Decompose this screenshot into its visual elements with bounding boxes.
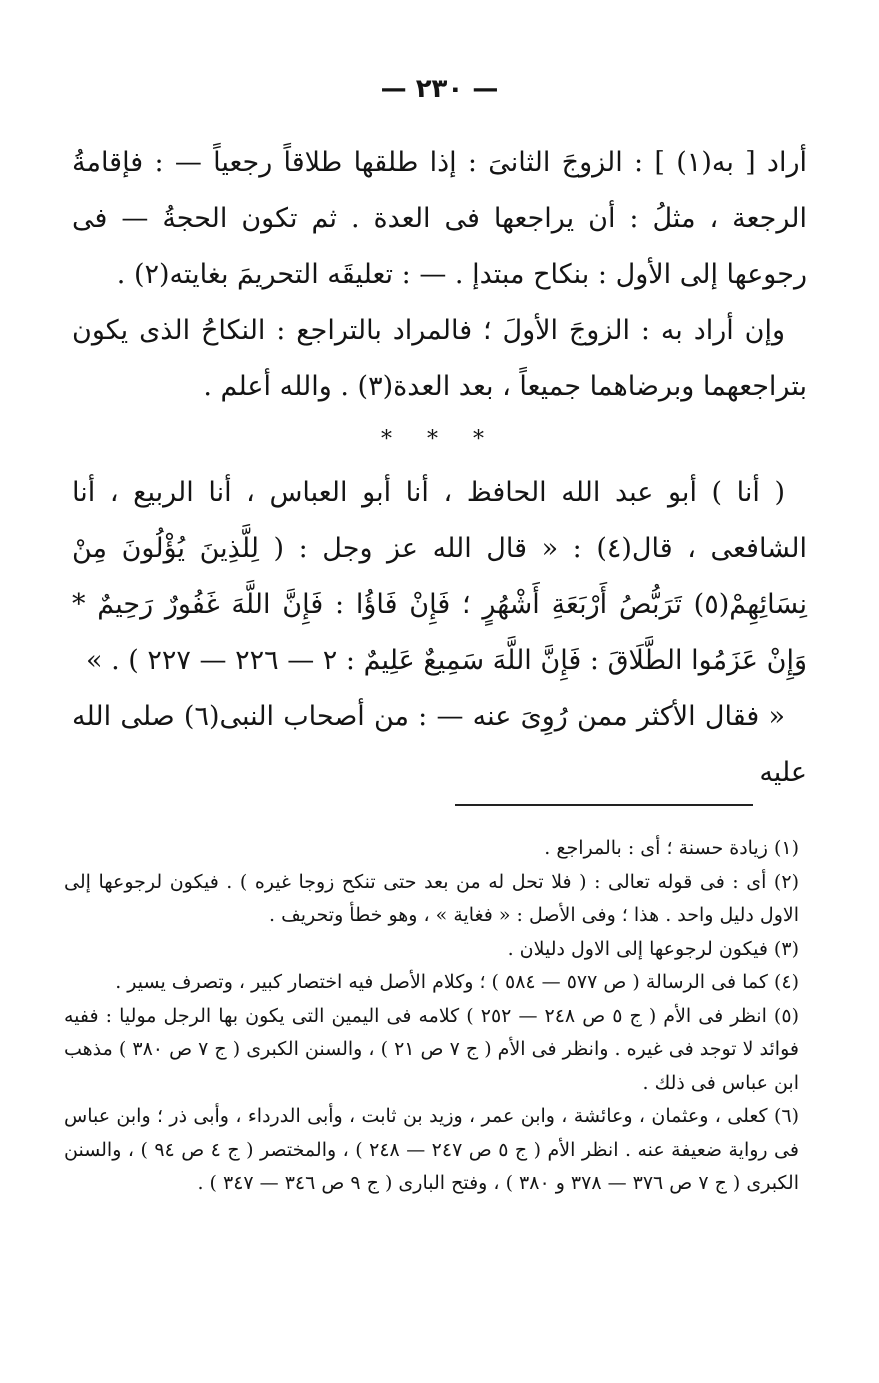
footnote: (٤) كما فى الرسالة ( ص ٥٧٧ — ٥٨٤ ) ؛ وكلام الأصل فيه اختصار كبير ، وتصرف يسير . <box>115 971 799 993</box>
footnote: (٥) انظر فى الأم ( ج ٥ ص ٢٤٨ — ٢٥٢ ) كلامه فى اليمين التى يكون بها الرجل موليا : ففيه فوائد لا توجد فى غيره . وانظر فى الأم ( ج ٧ ص ٢١ ) ، والسنن الكبرى ( ج ٧ ص ٣٨٠ ) مذهب ابن عباس فى ذلك . <box>64 1004 799 1094</box>
paragraph: « فقال الأكثر ممن رُوِىَ عنه — : من أصحاب النبى(٦) صلى الله عليه <box>72 701 807 788</box>
paragraph: وإن أراد به : الزوجَ الأولَ ؛ فالمراد بالتراجع : النكاحُ الذى يكون بتراجعهما وبرضاهما جميعاً ، بعد العدة(٣) . والله أعلم . <box>72 315 807 402</box>
section-separator: * * * <box>381 427 498 452</box>
footnote-divider <box>455 804 753 806</box>
page-number: — ٢٣٠ — <box>380 74 499 104</box>
footnote: (٢) أى : فى قوله تعالى : ( فلا تحل له من بعد حتى تنكح زوجا غيره ) . فيكون لرجوعها إلى الاول دليل واحد . هذا ؛ وفى الأصل : « فغاية » ، وهو خطأ وتحريف . <box>64 870 799 926</box>
paragraph: أراد [ به(١) ] : الزوجَ الثانىَ : إذا طلقها طلاقاً رجعياً — : فإقامةُ الرجعة ، مثلُ : أن يراجعها فى العدة . ثم تكون الحجةُ — فى رجوعها إلى الأول : بنكاح مبتدإ . — : تعليقَه التحريمَ بغايته(٢) . <box>72 147 807 290</box>
footnote: (٦) كعلى ، وعثمان ، وعائشة ، وابن عمر ، وزيد بن ثابت ، وأبى الدرداء ، وأبى ذر ؛ وابن عباس فى رواية ضعيفة عنه . انظر الأم ( ج ٥ ص ٢٤٧ — ٢٤٨ ) ، والمختصر ( ج ٤ ص ٩٤ ) ، والسنن الكبرى ( ج ٧ ص ٣٧٦ — ٣٧٨ و ٣٨٠ ) ، وفتح البارى ( ج ٩ ص ٣٤٦ — ٣٤٧ ) . <box>64 1105 799 1194</box>
footnotes <box>64 832 799 1201</box>
footnote: (٣) فيكون لرجوعها إلى الاول دليلان . <box>507 937 799 960</box>
footnote: (١) زيادة حسنة ؛ أى : بالمراجع . <box>544 837 799 859</box>
main-text <box>72 135 807 801</box>
paragraph: ( أنا ) أبو عبد الله الحافظ ، أنا أبو العباس ، أنا الربيع ، أنا الشافعى ، قال(٤) : « قال الله عز وجل : ( لِلَّذِينَ يُؤْلُونَ مِنْ نِسَائِهِمْ(٥) تَرَبُّصُ أَرْبَعَةِ أَشْهُرٍ ؛ فَإِنْ فَاؤُا : فَإِنَّ اللَّهَ غَفُورٌ رَحِيمٌ * وَإِنْ عَزَمُوا الطَّلَاقَ : فَإِنَّ اللَّهَ سَمِيعٌ عَلِيمٌ : ٢ — ٢٢٦ — ٢٢٧ ) . » <box>72 477 807 676</box>
